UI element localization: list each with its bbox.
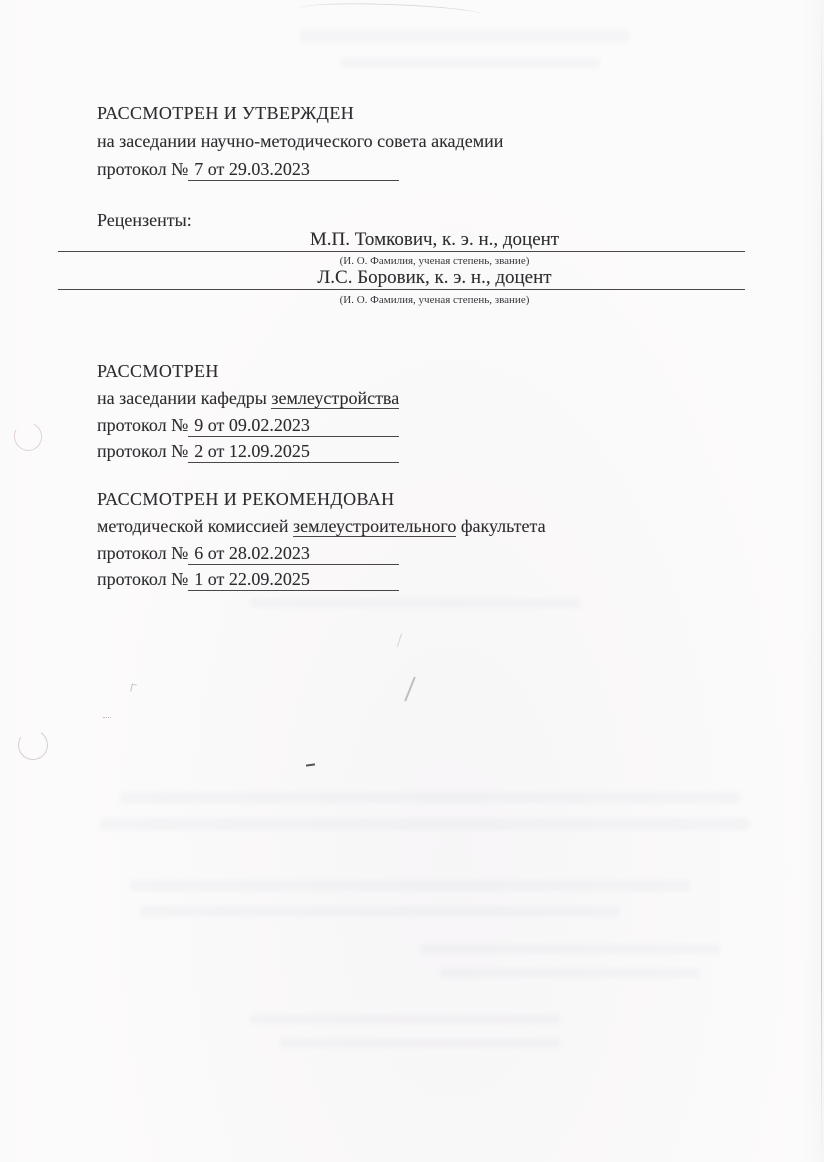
ink-speck: [103, 712, 111, 718]
commission-protocol-line: [97, 542, 399, 565]
bleed-through-smudge: [120, 792, 740, 803]
approval-subline: на заседании научно-методического совета академии: [97, 131, 504, 151]
department-name-underlined: землеустройства: [271, 388, 400, 408]
scan-scratch: [298, 1, 483, 23]
bleed-through-smudge: [300, 30, 630, 42]
commission-subline: [97, 515, 546, 537]
department-protocol-line: [97, 414, 399, 437]
approval-heading: РАССМОТРЕН И УТВЕРЖДЕН: [97, 103, 355, 123]
reviewer-caption: (И. О. Фамилия, ученая степень, звание): [339, 294, 530, 306]
approval-protocol-line: [97, 158, 399, 181]
protocol-value-underlined: 9 от 09.02.2023: [188, 414, 399, 437]
commission-subline-suffix: факультета: [460, 516, 546, 536]
protocol-value-underlined: 1 от 22.09.2025: [188, 568, 399, 591]
protocol-prefix: протокол №: [97, 441, 189, 461]
protocol-prefix: протокол №: [97, 569, 189, 589]
department-protocol-line: [97, 440, 399, 463]
scan-scratch: [404, 677, 415, 702]
department-subline-prefix: на заседании кафедры: [97, 388, 267, 408]
ink-speck: [306, 763, 315, 766]
hole-punch-mark: [10, 418, 46, 454]
bleed-through-smudge: [250, 598, 580, 608]
reviewer-signature-line: [58, 267, 745, 290]
protocol-value-underlined: 2 от 12.09.2025: [188, 440, 399, 463]
protocol-prefix: протокол №: [97, 159, 189, 179]
reviewers-label: Рецензенты:: [97, 210, 192, 230]
reviewer-name: Л.С. Боровик, к. э. н., доцент: [317, 267, 552, 288]
bleed-through-smudge: [340, 58, 600, 68]
bleed-through-smudge: [250, 1014, 560, 1024]
protocol-value-underlined: 7 от 29.03.2023: [188, 158, 399, 181]
commission-subline-prefix: методической комиссией: [97, 516, 289, 536]
protocol-prefix: протокол №: [97, 415, 189, 435]
commission-heading: РАССМОТРЕН И РЕКОМЕНДОВАН: [97, 489, 395, 509]
ink-speck: [130, 684, 137, 693]
bleed-through-smudge: [420, 944, 720, 954]
bleed-through-smudge: [440, 968, 700, 978]
department-heading: РАССМОТРЕН: [97, 361, 219, 381]
bleed-through-smudge: [280, 1038, 560, 1048]
scan-edge-line: [821, 0, 822, 1162]
scan-scratch: [397, 633, 402, 647]
reviewer-caption: (И. О. Фамилия, ученая степень, звание): [339, 255, 530, 267]
bleed-through-smudge: [130, 880, 690, 891]
hole-punch-mark: [15, 727, 51, 763]
bleed-through-smudge: [100, 818, 750, 830]
reviewer-name: М.П. Томкович, к. э. н., доцент: [309, 229, 560, 250]
reviewer-signature-line: [58, 229, 745, 252]
protocol-value-underlined: 6 от 28.02.2023: [188, 542, 399, 565]
bleed-through-smudge: [140, 906, 620, 917]
faculty-name-underlined: землеустроительного: [292, 516, 457, 536]
protocol-prefix: протокол №: [97, 543, 189, 563]
commission-protocol-line: [97, 568, 399, 591]
department-subline: [97, 387, 399, 409]
